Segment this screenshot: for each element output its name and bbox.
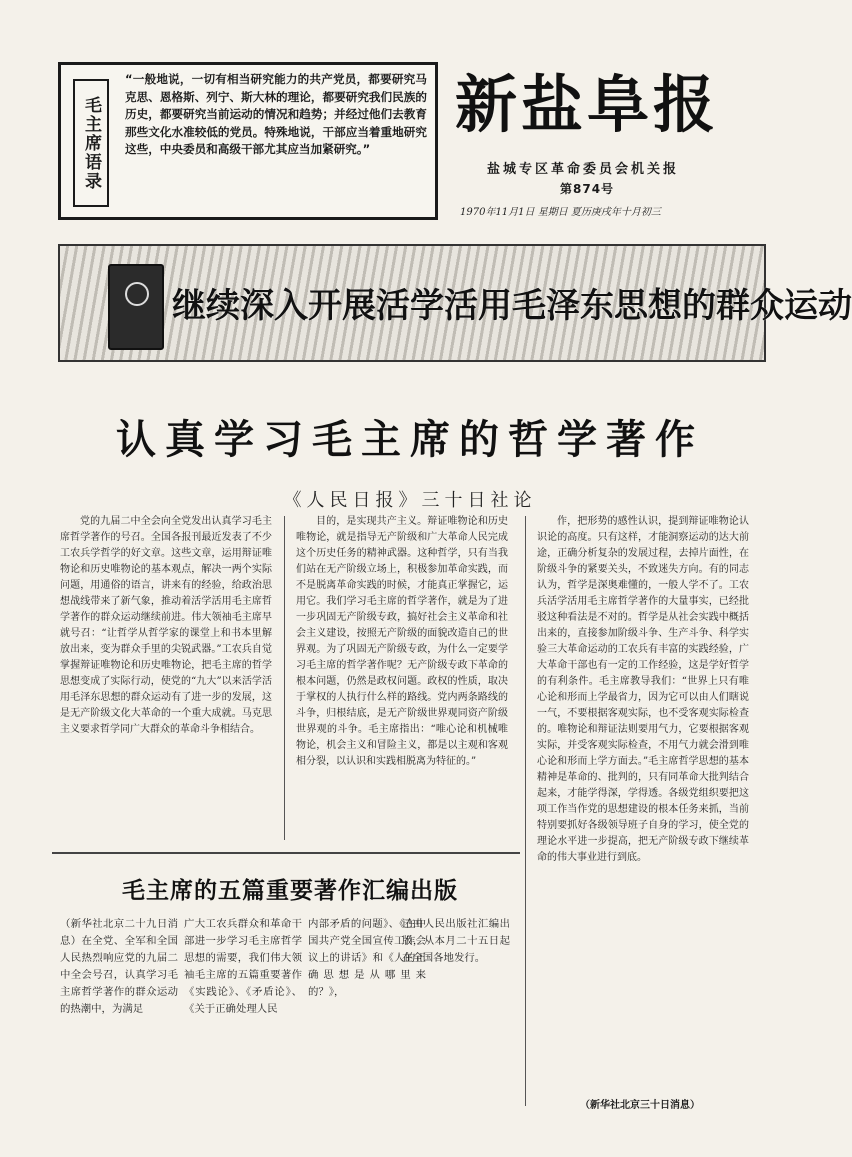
sub-article-column-4: 已由人民出版社汇编出版，从本月二十五日起在全国各地发行。 (402, 918, 510, 964)
sub-article-column-1: （新华社北京二十九日消息）在全党、全军和全国人民热烈响应党的九届二中全会号召，认真学习毛主席哲学著作的群众运动的热潮中，为满足 (60, 918, 178, 1015)
slogan-banner (58, 244, 852, 362)
banner-slogan: 继续深入开展活学活用毛泽东思想的群众运动 (172, 286, 852, 326)
article-column-3 (537, 514, 749, 1104)
newspaper-name: 新盐阜报 (455, 68, 720, 141)
column-text: 作，把形势的感性认识，提到辩证唯物论认识论的高度。只有这样，才能洞察运动的达大前途，正确分析复杂的发展过程，去掉片面性，在阶级斗争的紧要关头，不致迷失方向。有的同志认为，哲学是深奥难懂的，一般人学不了。工农兵活学活用毛主席哲学著作的大量事实，已经批驳这种看法是不对的。哲学是从社会实践中概括出来的，直接参加阶级斗争、生产斗争、科学实验三大革命运动的工农兵有丰富的实践经验，广大革命干部也有一定的工作经验，这是学好哲学的有利条件。毛主席教导我们：“世界上只有唯心论和形而上学最省力，因为它可以由人们瞎说一气，不要根据客观实际，也不受客观实际检查的。唯物论和辩证法则要用气力，它要根据客观实际，并受客观实际检查，不用气力就会滑到唯心论和形而上学方面去。”毛主席哲学思想的基本精神是革命的、批判的，只有同革命大批判结合起来，才能学得深，学得透。各级党组织要把这项工作当作党的思想建设的根本任务来抓，当前特别要抓好各级领导班子自身的学习，使全党的理论水平进一步提高，把无产阶级专政下继续革命的伟大事业进行到底。 (537, 516, 749, 863)
column-divider (284, 516, 285, 840)
article-column-2 (296, 514, 508, 844)
article-dateline: （新华社北京三十日消息） (580, 1100, 700, 1111)
quotation-tag: 毛主席语录 (73, 79, 109, 207)
sub-article-column-2: 广大工农兵群众和革命干部进一步学习毛主席哲学思想的需要，我们伟大领袖毛主席的五篇重要著作《实践论》、《矛盾论》、《关于正确处理人民 (184, 918, 302, 1015)
book-emblem-icon (125, 282, 149, 306)
quotation-box (58, 62, 438, 220)
book-icon (108, 264, 164, 350)
article-column-1 (60, 514, 272, 844)
column-text: 党的九届二中全会向全党发出认真学习毛主席哲学著作的号召。全国各报刊最近发表了不少工农兵学哲学的好文章。这些文章，运用辩证唯物论和历史唯物论的基本观点，解决一两个实际问题，用通俗的语言，讲来有的经验，给政治思想战线带来了新气象，推动着活学活用毛主席哲学著作的群众运动继续前进。伟大领袖毛主席早就号召：“让哲学从哲学家的课堂上和书本里解放出来，变为群众手里的尖锐武器。”工农兵自觉掌握辩证唯物论和历史唯物论，把毛主席的哲学思想变成了实际行动，使党的“九大”以来活学活用毛泽东思想的群众运动有了进一步的发展，这是无产阶级文化大革命的一个重大成就。马克思主义要求哲学同广大群众的革命斗争相结合。 (60, 516, 272, 735)
date-line: 1970年11月1日 星期日 夏历庚戌年十月初三 (460, 207, 661, 218)
sub-article-headline: 毛主席的五篇重要著作汇编出版 (122, 878, 458, 904)
quotation-text: “一般地说，一切有相当研究能力的共产党员，都要研究马克思、恩格斯、列宁、斯大林的理论，都要研究我们民族的历史，都要研究当前运动的情况和趋势；并经过他们去教育那些文化水准较低的党员。特殊地说，干部应当着重地研究这些，中央委员和高级干部尤其应当加紧研究。” (125, 72, 427, 157)
column-text: 目的，是实现共产主义。辩证唯物论和历史唯物论，就是指导无产阶级和广大革命人民完成这个历史任务的精神武器。这种哲学，只有当我们站在无产阶级立场上，积极参加革命实践，而不是脱离革命实践的时候，才能真正掌握它，运用它。我们学习毛主席的哲学著作，就是为了进一步巩固无产阶级专政，搞好社会主义革命和社会主义建设，按照无产阶级的面貌改造自己的世界观。为了巩固无产阶级专政，为什么一定要学习毛主席的哲学著作呢？无产阶级专政下革命的根本问题，仍然是政权问题。政权的性质，取决于掌权的人执行什么样的路线。党内两条路线的斗争，归根结底，是无产阶级世界观同资产阶级世界观的斗争。毛主席指出：“唯心论和机械唯物论，机会主义和冒险主义，都是以主观和客观相分裂，以认识和实践相脱离为特征的。” (296, 516, 508, 767)
article-byline: 《人民日报》三十日社论 (283, 490, 537, 511)
publisher-line: 盐城专区革命委员会机关报 (487, 162, 680, 177)
main-headline: 认真学习毛主席的哲学著作 (116, 417, 704, 463)
column-divider (525, 516, 526, 1106)
sub-article-column-3: 内部矛盾的问题》、《在中国共产党全国宣传工作会议上的讲话》和《人的正确思想是从哪里来的？》， (308, 918, 426, 998)
issue-number: 第874号 (560, 182, 615, 196)
